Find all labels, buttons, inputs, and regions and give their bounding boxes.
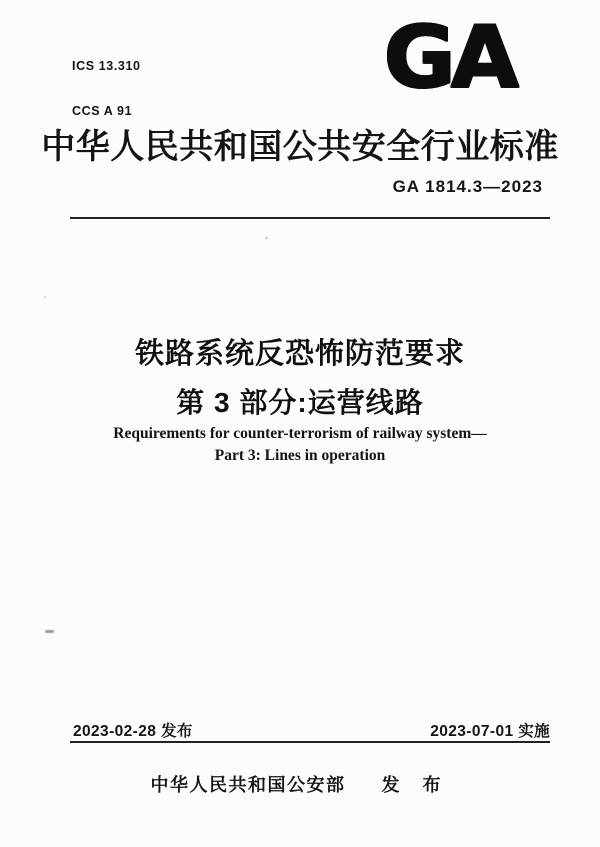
implementation-date: 2023-07-01 实施 xyxy=(430,723,550,740)
standard-number: GA 1814.3—2023 xyxy=(392,177,543,196)
ccs-code: CCS A 91 xyxy=(72,104,133,118)
top-rule xyxy=(70,217,550,219)
dates-row xyxy=(73,719,550,741)
document-title-cn xyxy=(0,331,600,421)
publisher-name: 中华人民共和国公安部 xyxy=(150,775,346,795)
bottom-rule xyxy=(70,741,550,743)
scan-artifact xyxy=(265,237,268,239)
standard-type-title: 中华人民共和国公共安全行业标准 xyxy=(41,128,559,166)
scan-artifact xyxy=(44,296,46,298)
publisher-row xyxy=(0,771,600,797)
title-en-line1: Requirements for counter-terrorism of railway system— xyxy=(113,425,487,442)
issue-date: 2023-02-28 发布 xyxy=(73,723,193,740)
scan-artifact xyxy=(45,630,54,633)
publish-label: 发 布 xyxy=(381,775,450,795)
title-cn-line1: 铁路系统反恐怖防范要求 xyxy=(134,338,465,370)
title-en-line2: Part 3: Lines in operation xyxy=(214,447,386,464)
ga-logo: GA xyxy=(383,7,514,108)
document-title-en xyxy=(0,423,600,467)
ics-code: ICS 13.310 xyxy=(72,59,141,73)
title-cn-line2: 第 3 部分:运营线路 xyxy=(176,387,424,418)
